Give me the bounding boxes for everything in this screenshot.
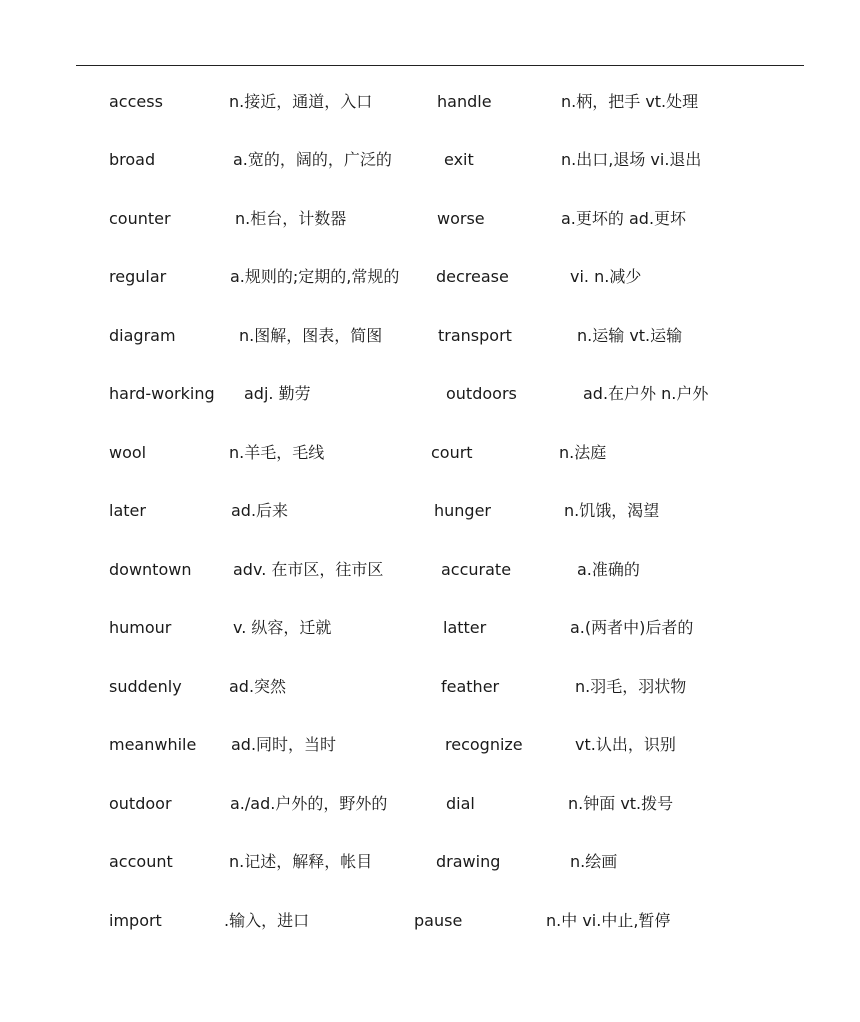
english-word: accurate <box>441 560 512 579</box>
vocab-row <box>0 266 860 296</box>
english-word: drawing <box>436 852 501 871</box>
english-word: transport <box>438 326 512 345</box>
english-word: outdoor <box>109 794 172 813</box>
vocab-row <box>0 500 860 530</box>
chinese-definition: adj. 勤劳 <box>244 384 311 403</box>
vocab-row <box>0 149 860 179</box>
english-word: regular <box>109 267 167 286</box>
english-word: worse <box>437 209 485 228</box>
chinese-definition: adv. 在市区，往市区 <box>233 560 384 579</box>
chinese-definition: a.(两者中)后者的 <box>570 618 694 637</box>
english-word: humour <box>109 618 172 637</box>
vocab-row <box>0 91 860 121</box>
chinese-definition: vi. n.减少 <box>570 267 642 286</box>
chinese-definition: vt.认出，识别 <box>575 735 676 754</box>
english-word: recognize <box>445 735 523 754</box>
chinese-definition: n.出口,退场 vi.退出 <box>561 150 702 169</box>
english-word: hard-working <box>109 384 215 403</box>
chinese-definition: n.钟面 vt.拨号 <box>568 794 674 813</box>
english-word: handle <box>437 92 492 111</box>
english-word: hunger <box>434 501 491 520</box>
chinese-definition: n.羽毛，羽状物 <box>575 677 687 696</box>
vocab-row <box>0 325 860 355</box>
english-word: later <box>109 501 146 520</box>
english-word: outdoors <box>446 384 517 403</box>
english-word: downtown <box>109 560 192 579</box>
english-word: broad <box>109 150 156 169</box>
english-word: exit <box>444 150 474 169</box>
english-word: feather <box>441 677 500 696</box>
chinese-definition: .输入，进口 <box>224 911 310 930</box>
english-word: import <box>109 911 162 930</box>
chinese-definition: n.饥饿，渴望 <box>564 501 660 520</box>
english-word: latter <box>443 618 487 637</box>
chinese-definition: n.中 vi.中止,暂停 <box>546 911 671 930</box>
chinese-definition: a.宽的，阔的，广泛的 <box>233 150 392 169</box>
english-word: access <box>109 92 163 111</box>
english-word: pause <box>414 911 463 930</box>
english-word: court <box>431 443 473 462</box>
chinese-definition: ad.后来 <box>231 501 289 520</box>
vocab-row <box>0 851 860 881</box>
vocab-row <box>0 676 860 706</box>
chinese-definition: ad.突然 <box>229 677 287 696</box>
chinese-definition: a.规则的;定期的,常规的 <box>230 267 400 286</box>
chinese-definition: n.运输 vt.运输 <box>577 326 683 345</box>
chinese-definition: a.更坏的 ad.更坏 <box>561 209 687 228</box>
english-word: account <box>109 852 173 871</box>
chinese-definition: ad.同时，当时 <box>231 735 337 754</box>
chinese-definition: v. 纵容，迁就 <box>233 618 332 637</box>
vocab-row <box>0 559 860 589</box>
chinese-definition: n.图解，图表，简图 <box>239 326 383 345</box>
chinese-definition: n.柄，把手 vt.处理 <box>561 92 699 111</box>
vocab-row <box>0 734 860 764</box>
vocab-row <box>0 208 860 238</box>
chinese-definition: n.绘画 <box>570 852 618 871</box>
chinese-definition: n.记述，解释，帐目 <box>229 852 373 871</box>
chinese-definition: n.接近，通道，入口 <box>229 92 373 111</box>
english-word: dial <box>446 794 475 813</box>
chinese-definition: n.法庭 <box>559 443 607 462</box>
english-word: decrease <box>436 267 509 286</box>
english-word: diagram <box>109 326 176 345</box>
english-word: suddenly <box>109 677 182 696</box>
chinese-definition: n.柜台，计数器 <box>235 209 347 228</box>
vocab-row <box>0 793 860 823</box>
chinese-definition: a.准确的 <box>577 560 640 579</box>
vocab-row <box>0 617 860 647</box>
chinese-definition: a./ad.户外的，野外的 <box>230 794 388 813</box>
english-word: wool <box>109 443 147 462</box>
english-word: meanwhile <box>109 735 197 754</box>
vocab-row <box>0 383 860 413</box>
chinese-definition: ad.在户外 n.户外 <box>583 384 709 403</box>
chinese-definition: n.羊毛，毛线 <box>229 443 325 462</box>
english-word: counter <box>109 209 171 228</box>
vocab-row <box>0 442 860 472</box>
vocab-row <box>0 910 860 940</box>
